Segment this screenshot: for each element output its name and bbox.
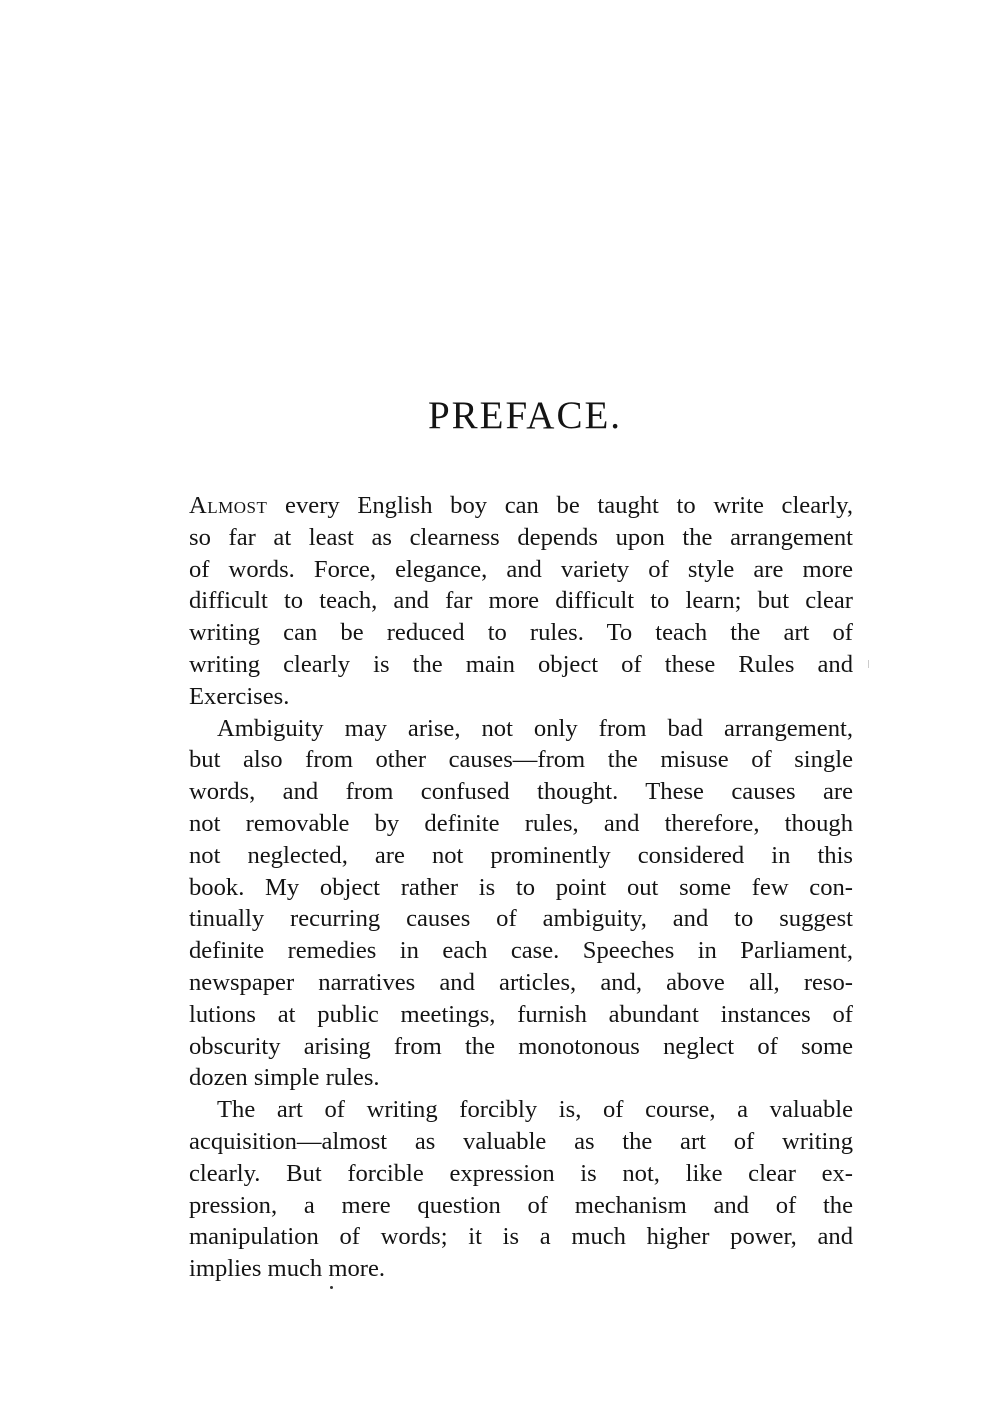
text-line: of words. Force, elegance, and variety of style are more	[189, 555, 853, 583]
paragraph	[189, 713, 853, 1095]
text-line: newspaper narratives and articles, and, above all, reso-	[189, 968, 853, 996]
text-line: definite remedies in each case. Speeches in Parliament,	[189, 937, 853, 965]
paragraph	[189, 490, 853, 713]
margin-speck	[868, 660, 869, 668]
text-line-rest: every English boy can be taught to write clearly,	[267, 492, 853, 519]
text-line: pression, a mere question of mechanism and of the	[189, 1191, 853, 1219]
text-line: clearly. But forcible expression is not, like clear ex-	[189, 1159, 853, 1187]
text-line: Ambiguity may arise, not only from bad arrangement,	[217, 714, 853, 742]
paragraph	[189, 1094, 853, 1285]
text-line	[189, 490, 853, 522]
text-line: writing clearly is the main object of these Rules and	[189, 650, 853, 678]
preface-body	[189, 490, 853, 1285]
text-line: Exercises.	[189, 682, 290, 710]
text-line: The art of writing forcibly is, of course, a valuable	[217, 1096, 853, 1124]
text-line: words, and from confused thought. These causes are	[189, 778, 853, 806]
text-line: implies much more.	[189, 1255, 386, 1283]
text-line: tinually recurring causes of ambiguity, and to suggest	[189, 905, 853, 933]
lead-word: Almost	[189, 492, 268, 519]
text-line: dozen simple rules.	[189, 1064, 380, 1092]
text-line: manipulation of words; it is a much higher power, and	[189, 1223, 853, 1251]
text-line: not removable by definite rules, and therefore, though	[189, 809, 853, 837]
text-line: writing can be reduced to rules. To teach the art of	[189, 619, 853, 647]
page-title: PREFACE.	[427, 394, 623, 437]
text-line: difficult to teach, and far more difficult to learn; but clear	[189, 587, 853, 615]
text-line: book. My object rather is to point out some few con-	[189, 873, 853, 901]
text-line: obscurity arising from the monotonous neglect of some	[189, 1032, 853, 1060]
text-line: but also from other causes—from the misuse of single	[189, 746, 853, 774]
text-line: not neglected, are not prominently considered in this	[189, 841, 853, 869]
text-line: acquisition—almost as valuable as the art of writing	[189, 1127, 853, 1155]
text-line: so far at least as clearness depends upon the arrangement	[189, 523, 853, 551]
text-line: lutions at public meetings, furnish abundant instances of	[189, 1000, 853, 1028]
print-speck	[330, 1286, 333, 1289]
